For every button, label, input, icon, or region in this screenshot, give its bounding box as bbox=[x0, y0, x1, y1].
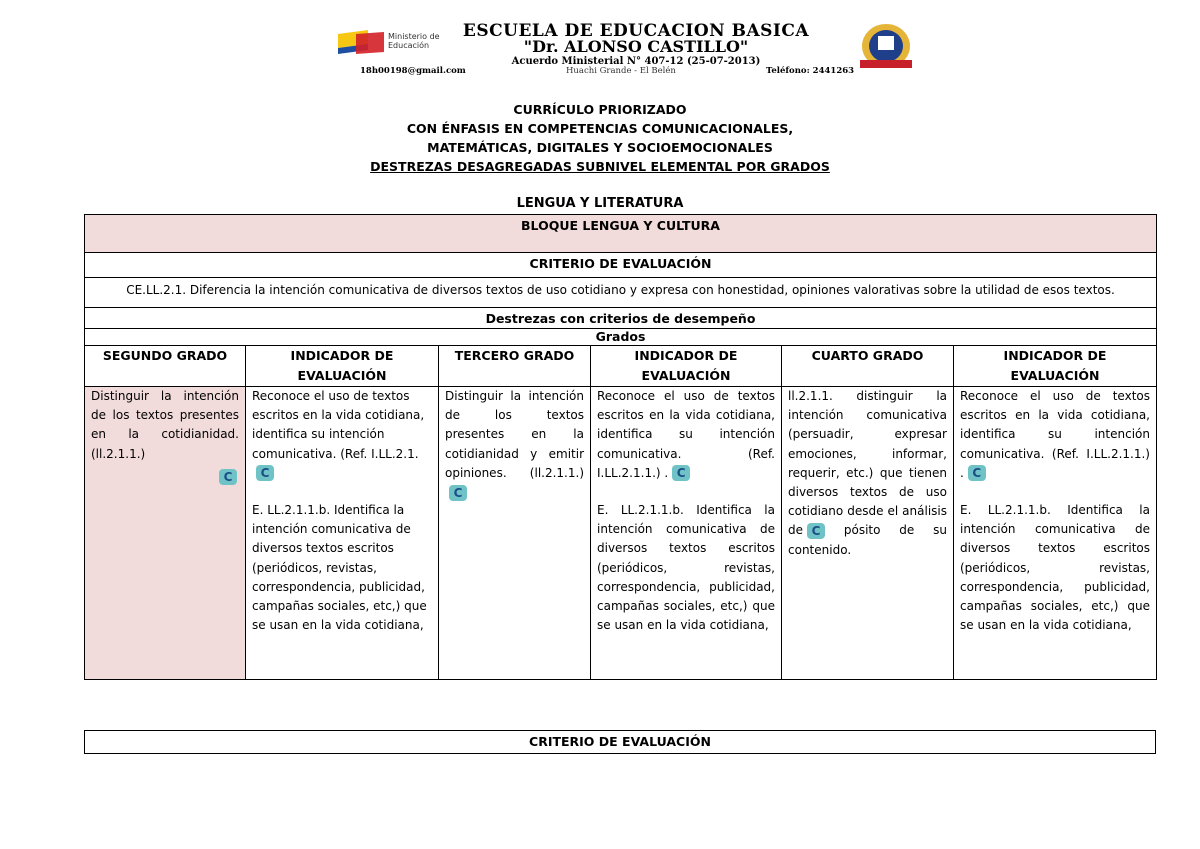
header-tercero-grado: TERCERO GRADO bbox=[439, 346, 591, 387]
subject-title: LENGUA Y LITERATURA bbox=[516, 196, 684, 211]
cuarto-grado-text-b: pósito de su contenido. bbox=[788, 523, 947, 557]
cell-segundo-grado bbox=[85, 387, 246, 680]
cuarto-grado-text-a: ll.2.1.1. distinguir la intención comunicativa (persuadir, expresar emociones, informar, requerir, etc.) que tienen diversos textos de uso cotidiano desde el análisis de bbox=[788, 389, 947, 538]
header-indicador-2: INDICADOR DE EVALUACIÓN bbox=[591, 346, 782, 387]
cell-tercero-grado bbox=[439, 387, 591, 680]
ministerio-label: Ministerio de Educación bbox=[388, 32, 440, 50]
letterhead bbox=[330, 18, 930, 80]
grades-header-row bbox=[85, 346, 1157, 387]
next-criterio-label: CRITERIO DE EVALUACIÓN bbox=[85, 731, 1156, 754]
destrezas-row bbox=[85, 308, 1157, 329]
comment-icon[interactable]: C bbox=[256, 465, 274, 481]
block-title: BLOQUE LENGUA Y CULTURA bbox=[85, 215, 1157, 253]
cell-indicador-1 bbox=[246, 387, 439, 680]
header-cuarto-grado: CUARTO GRADO bbox=[782, 346, 954, 387]
school-phone: Teléfono: 2441263 bbox=[766, 66, 855, 76]
acuerdo-ministerial: Acuerdo Ministerial N° 407-12 (25-07-2013) bbox=[511, 56, 761, 67]
title-line-2: CON ÉNFASIS EN COMPETENCIAS COMUNICACIONALES, bbox=[406, 121, 794, 136]
indicador-1-text-b: E. LL.2.1.1.b. Identifica la intención comunicativa de diversos textos escritos (periódicos, revistas, correspondencia, publicidad, campañas sociales, etc,) que se usan en la vida cotidiana, bbox=[252, 503, 427, 633]
criterio-text-row bbox=[85, 278, 1157, 308]
cell-cuarto-grado bbox=[782, 387, 954, 680]
header-indicador-3: INDICADOR DE EVALUACIÓN bbox=[954, 346, 1157, 387]
header-indicador-1: INDICADOR DE EVALUACIÓN bbox=[246, 346, 439, 387]
destrezas-label: Destrezas con criterios de desempeño bbox=[85, 308, 1157, 329]
block-row bbox=[85, 215, 1157, 253]
document-title bbox=[0, 100, 1200, 176]
criterio-label-row bbox=[85, 253, 1157, 278]
indicador-2-text-a: Reconoce el uso de textos escritos en la vida cotidiana, identifica su intención comunicativa. (Ref. I.LL.2.1.1.) . bbox=[597, 389, 775, 480]
comment-icon[interactable]: C bbox=[672, 465, 690, 481]
grados-label: Grados bbox=[85, 329, 1157, 346]
cell-indicador-3 bbox=[954, 387, 1157, 680]
comment-icon[interactable]: C bbox=[968, 465, 986, 481]
school-email: 18h00198@gmail.com bbox=[360, 66, 466, 76]
school-crest-logo bbox=[856, 22, 916, 74]
indicador-3-text-b: E. LL.2.1.1.b. Identifica la intención comunicativa de diversos textos escritos (periódicos, revistas, correspondencia, publicidad, campañas sociales, etc,) que se usan en la vida cotidiana, bbox=[960, 503, 1150, 633]
title-line-3: MATEMÁTICAS, DIGITALES Y SOCIOEMOCIONALES bbox=[427, 140, 773, 155]
ecuador-flag-logo bbox=[338, 30, 384, 56]
comment-icon[interactable]: C bbox=[219, 469, 237, 485]
comment-icon[interactable]: C bbox=[449, 485, 467, 501]
school-name: ESCUELA DE EDUCACION BASICA bbox=[462, 21, 810, 41]
school-location: Huachi Grande - El Belén bbox=[566, 66, 676, 76]
cell-indicador-2 bbox=[591, 387, 782, 680]
comment-icon[interactable]: C bbox=[807, 523, 825, 539]
title-line-1: CURRÍCULO PRIORIZADO bbox=[513, 102, 687, 117]
curriculum-table bbox=[84, 214, 1157, 680]
school-subtitle: "Dr. ALONSO CASTILLO" bbox=[523, 37, 749, 56]
indicador-3-text-a: Reconoce el uso de textos escritos en la vida cotidiana, identifica su intención comunicativa. (Ref. I.LL.2.1.1.) . bbox=[960, 389, 1150, 480]
indicador-1-text-a: Reconoce el uso de textos escritos en la vida cotidiana, identifica su intención comunicativa. (Ref. I.LL.2.1. bbox=[252, 389, 425, 461]
tercero-grado-text: Distinguir la intención de los textos presentes en la cotidianidad y emitir opiniones. (ll.2.1.1.) bbox=[445, 389, 584, 480]
grados-row bbox=[85, 329, 1157, 346]
criterio-label: CRITERIO DE EVALUACIÓN bbox=[85, 253, 1157, 278]
title-line-4: DESTREZAS DESAGREGADAS SUBNIVEL ELEMENTAL POR GRADOS bbox=[370, 159, 830, 174]
indicador-2-text-b: E. LL.2.1.1.b. Identifica la intención comunicativa de diversos textos escritos (periódicos, revistas, correspondencia, publicidad, campañas sociales, etc,) que se usan en la vida cotidiana, bbox=[597, 503, 775, 633]
next-criterio-table bbox=[84, 730, 1156, 754]
header-segundo-grado: SEGUNDO GRADO bbox=[85, 346, 246, 387]
content-row bbox=[85, 387, 1157, 680]
segundo-grado-text: Distinguir la intención de los textos presentes en la cotidianidad. (ll.2.1.1.) bbox=[91, 389, 239, 461]
criterio-text: CE.LL.2.1. Diferencia la intención comunicativa de diversos textos de uso cotidiano y expresa con honestidad, opiniones valorativas sobre la utilidad de esos textos. bbox=[85, 278, 1157, 308]
